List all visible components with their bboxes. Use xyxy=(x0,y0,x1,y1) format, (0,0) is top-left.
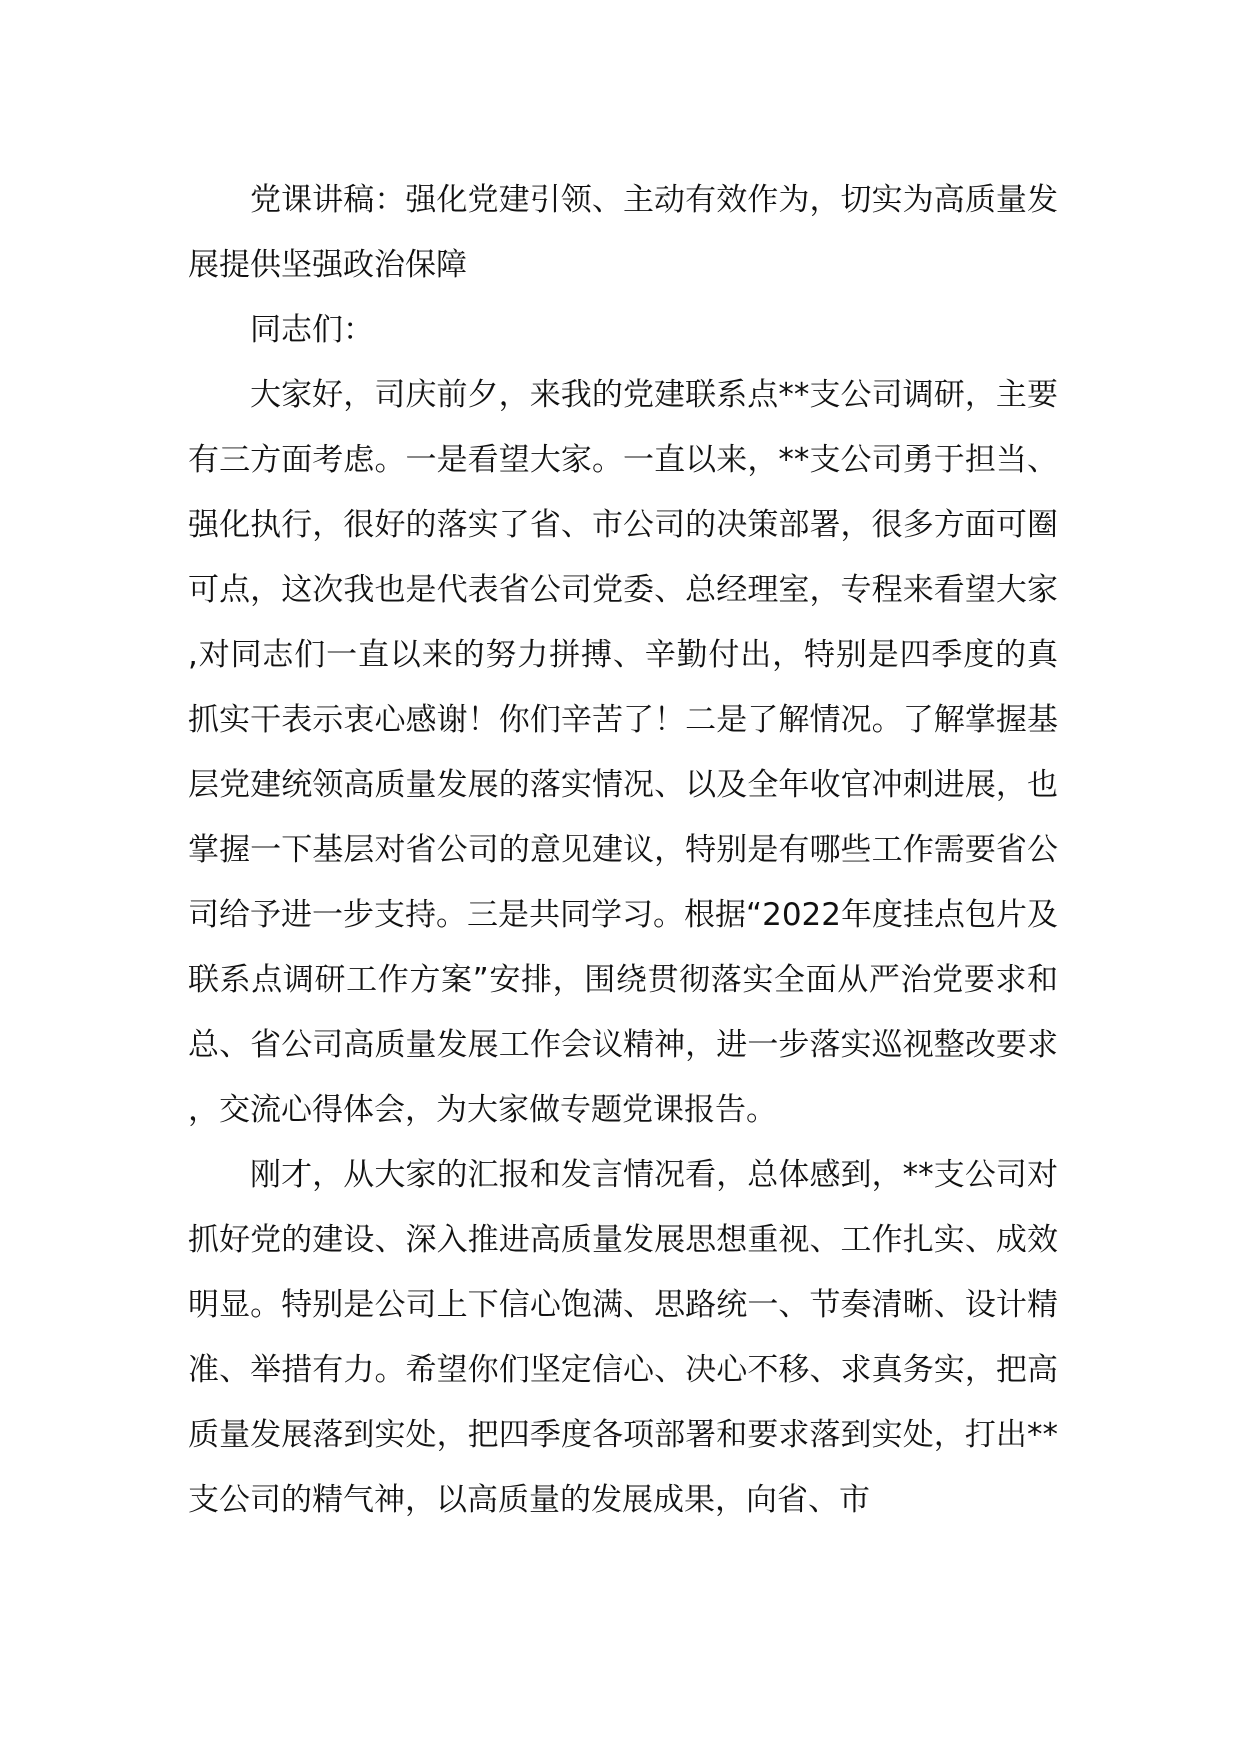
document-title: 党课讲稿：强化党建引领、主动有效作为，切实为高质量发展提供坚强政治保障 xyxy=(188,182,1058,283)
salutation: 同志们： xyxy=(250,312,374,348)
paragraph-assessment: 刚才，从大家的汇报和发言情况看，总体感到，**支公司对抓好党的建设、深入推进高质量发展思想重视、工作扎实、成效明显。特别是公司上下信心饱满、思路统一、节奏清晰、设计精准、举措有力。希望你们坚定信心、决心不移、求真务实，把高质量发展落到实处，把四季度各项部署和要求落到实处，打出**支公司的精气神，以高质量的发展成果，向省、市 xyxy=(188,1157,1058,1518)
document-body xyxy=(188,168,1058,1533)
paragraph-intro: 大家好，司庆前夕，来我的党建联系点**支公司调研，主要有三方面考虑。一是看望大家。一直以来，**支公司勇于担当、强化执行，很好的落实了省、市公司的决策部署，很多方面可圈可点，这次我也是代表省公司党委、总经理室，专程来看望大家,对同志们一直以来的努力拼搏、辛勤付出，特别是四季度的真抓实干表示衷心感谢！你们辛苦了！二是了解情况。了解掌握基层党建统领高质量发展的落实情况、以及全年收官冲刺进展，也掌握一下基层对省公司的意见建议，特别是有哪些工作需要省公司给予进一步支持。三是共同学习。根据“2022年度挂点包片及联系点调研工作方案”安排，围绕贯彻落实全面从严治党要求和总、省公司高质量发展工作会议精神，进一步落实巡视整改要求，交流心得体会，为大家做专题党课报告。 xyxy=(188,377,1058,1128)
